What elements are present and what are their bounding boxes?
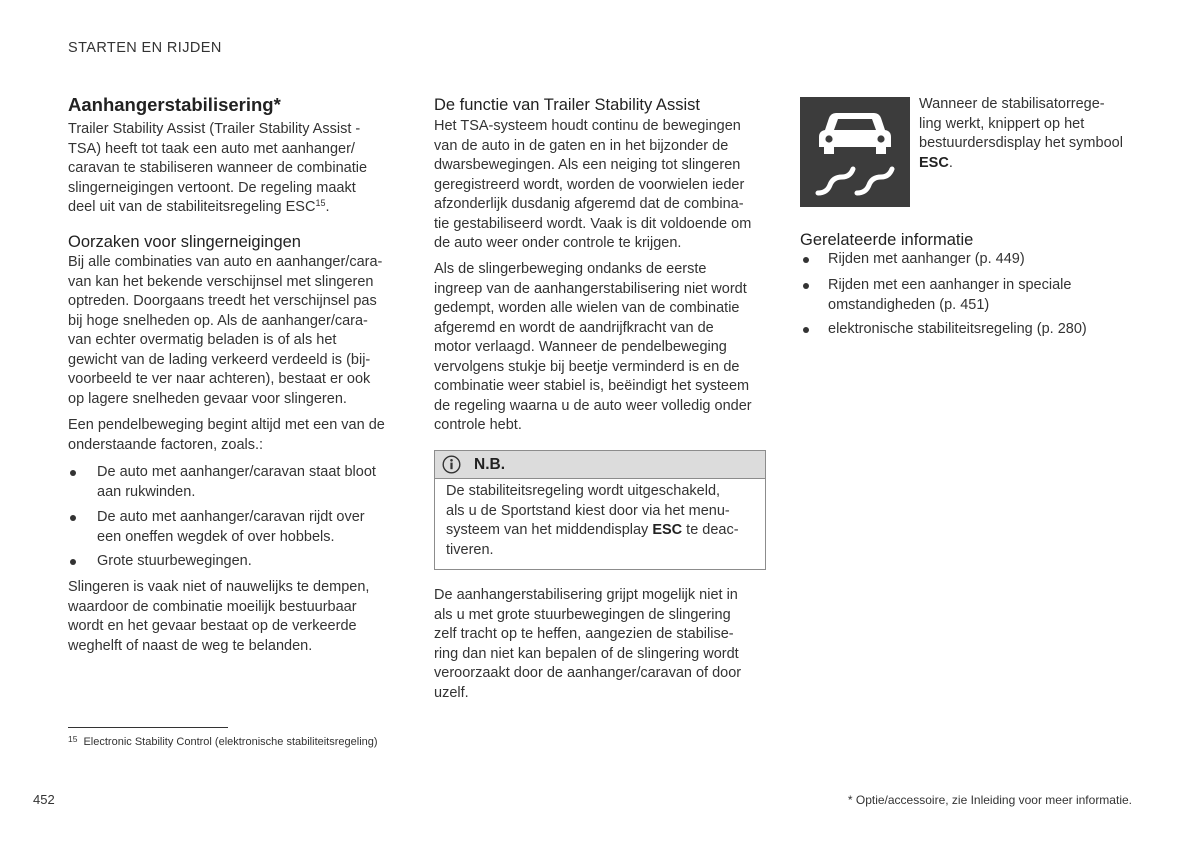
- section-title: STARTEN EN RIJDEN: [68, 40, 222, 56]
- text-line: van de auto in de gaten en in het bijzonder de: [434, 137, 729, 154]
- text-line: ling werkt, knippert op het: [919, 115, 1085, 132]
- text-line: van kan het bekende verschijnsel met slingeren: [68, 273, 374, 290]
- text-line: weghelft of naast de weg te belanden.: [68, 637, 313, 654]
- text-line: gewicht van de lading verkeerd verdeeld is (bij-: [68, 351, 371, 368]
- note-title: N.B.: [474, 456, 505, 473]
- text-line: De auto met aanhanger/caravan rijdt over: [97, 509, 365, 525]
- footnote-reference: 15: [315, 198, 326, 208]
- footnote-number: 15: [68, 734, 78, 744]
- causes-heading: Oorzaken voor slingerneigingen: [68, 233, 301, 251]
- text-line[interactable]: elektronische stabiliteitsregeling (p. 280): [828, 321, 1087, 337]
- note-box: [434, 450, 766, 570]
- text-line: [68, 198, 367, 218]
- text-line: Grote stuurbewegingen.: [97, 553, 252, 569]
- text-segment: deel uit van de stabiliteitsregeling ESC: [68, 199, 316, 215]
- list-item-text: [97, 463, 376, 502]
- text-line: Het TSA-systeem houdt continu de bewegingen: [434, 118, 741, 134]
- text-line: tiveren.: [446, 541, 494, 558]
- footnote-text: Electronic Stability Control (elektronische stabiliteitsregeling): [83, 736, 378, 748]
- text-line: dwarsbewegingen. Als een neiging tot slingeren: [434, 157, 741, 173]
- text-line: slingerneigingen vertoont. De regeling maakt: [68, 179, 356, 196]
- text-segment: systeem van het middendisplay: [446, 522, 653, 538]
- text-line: op lagere snelheden gevaar voor slingeren.: [68, 390, 347, 407]
- text-line: motor verlaagd. Wanneer de pendelbeweging: [434, 339, 727, 355]
- footnote-divider: [68, 727, 228, 728]
- text-line: uzelf.: [434, 684, 469, 701]
- consequence-paragraph: [68, 578, 369, 656]
- related-link[interactable]: [828, 276, 1071, 315]
- bullet-icon: [803, 257, 809, 263]
- function-paragraph-3: [434, 586, 741, 703]
- text-line: een oneffen wegdek of over hobbels.: [97, 528, 335, 545]
- text-line: voorbeeld te ver naar achteren), bestaat er ook: [68, 371, 371, 387]
- text-line: Een pendelbeweging begint altijd met een van de: [68, 417, 385, 433]
- text-line: als u met grote stuurbewegingen de slingering: [434, 606, 731, 623]
- text-line: veroorzaakt door de aanhanger/caravan of door: [434, 665, 742, 681]
- function-paragraph-1: [434, 117, 751, 254]
- related-link[interactable]: [828, 320, 1087, 340]
- text-line: bij hoge snelheden op. Als de aanhanger/cara-: [68, 312, 368, 329]
- text-line: ingreep van de aanhangerstabilisering niet wordt: [434, 280, 747, 297]
- text-line: Trailer Stability Assist (Trailer Stability Assist -: [68, 121, 361, 137]
- text-line: aan rukwinden.: [97, 483, 196, 500]
- text-line: TSA) heeft tot taak een auto met aanhanger/: [68, 140, 355, 157]
- text-line: Wanneer de stabilisatorrege-: [919, 96, 1105, 112]
- page-title: Aanhangerstabilisering*: [68, 94, 281, 115]
- text-line[interactable]: Rijden met aanhanger (p. 449): [828, 251, 1025, 267]
- text-line: de auto weer onder controle te krijgen.: [434, 235, 682, 251]
- note-body: [435, 479, 765, 560]
- text-line: als u de Sportstand kiest door via het menu-: [446, 502, 730, 519]
- text-line: zelf tracht op te heffen, aangezien de stabilise-: [434, 626, 734, 642]
- text-line: onderstaande factoren, zoals.:: [68, 436, 264, 453]
- footnote: [68, 732, 378, 749]
- causes-paragraph: [68, 253, 382, 409]
- function-heading: De functie van Trailer Stability Assist: [434, 96, 700, 114]
- note-header: [435, 451, 765, 479]
- text-line: controle hebt.: [434, 417, 522, 433]
- text-line: caravan te stabiliseren wanneer de combinatie: [68, 160, 368, 176]
- bullet-icon: [70, 559, 76, 565]
- text-line: ring dan niet kan bepalen of de slingering wordt: [434, 645, 739, 662]
- text-segment: .: [325, 199, 330, 215]
- text-line: vervolgens stukje bij beetje verminderd is en de: [434, 358, 740, 375]
- text-line: wordt en het gevaar bestaat op de verkeerde: [68, 618, 357, 634]
- text-line: Als de slingerbeweging ondanks de eerste: [434, 261, 707, 277]
- text-line: Bij alle combinaties van auto en aanhanger/cara-: [68, 254, 383, 270]
- footer-note: * Optie/accessoire, zie Inleiding voor meer informatie.: [847, 793, 1132, 807]
- text-segment: .: [948, 154, 953, 171]
- bold-term: ESC: [652, 522, 683, 538]
- info-icon: [442, 455, 461, 474]
- esc-stability-icon: [800, 97, 910, 207]
- text-line: Slingeren is vaak niet of nauwelijks te dempen,: [68, 579, 370, 595]
- related-info-heading: Gerelateerde informatie: [800, 231, 974, 249]
- text-line: [446, 521, 765, 541]
- text-line: de regeling waarna u de auto weer volledig onder: [434, 397, 752, 414]
- text-line: optreden. Doorgaans treedt het verschijnsel pas: [68, 293, 377, 309]
- text-line[interactable]: omstandigheden (p. 451): [828, 296, 990, 313]
- text-line: De stabiliteitsregeling wordt uitgeschakeld,: [446, 483, 721, 499]
- esc-symbol-box: [800, 97, 910, 207]
- bullet-icon: [803, 327, 809, 333]
- text-line: De aanhangerstabilisering grijpt mogelijk niet in: [434, 587, 738, 603]
- esc-symbol-caption: [919, 95, 1123, 173]
- text-line: afzonderlijk dusdanig afgeremd dat de combina-: [434, 196, 744, 212]
- text-line: gedempt, worden alle wielen van de combinatie: [434, 300, 740, 316]
- bullet-icon: [803, 283, 809, 289]
- text-line: De auto met aanhanger/caravan staat bloot: [97, 464, 376, 480]
- text-line[interactable]: Rijden met een aanhanger in speciale: [828, 277, 1072, 293]
- text-line: geregistreerd wordt, worden de voorwielen ieder: [434, 176, 745, 193]
- related-link[interactable]: [828, 250, 1025, 270]
- text-line: waardoor de combinatie moeilijk bestuurbaar: [68, 598, 357, 615]
- text-line: van echter overmatig beladen is of als het: [68, 332, 337, 348]
- text-line: tie gestabiliseerd wordt. Vaak is dit voldoende om: [434, 215, 752, 232]
- function-paragraph-2: [434, 260, 752, 436]
- text-segment: te deac-: [682, 522, 739, 538]
- bullet-icon: [70, 470, 76, 476]
- intro-paragraph: [68, 120, 367, 218]
- text-line: [919, 154, 1123, 174]
- text-line: afgeremd en wordt de aandrijfkracht van de: [434, 319, 714, 336]
- bold-term: ESC: [919, 154, 949, 171]
- list-item-text: [97, 508, 365, 547]
- factors-intro-paragraph: [68, 416, 385, 455]
- list-item-text: [97, 552, 252, 572]
- bullet-icon: [70, 515, 76, 521]
- page-number: 452: [33, 792, 55, 807]
- text-line: bestuurdersdisplay het symbool: [919, 135, 1123, 151]
- text-line: combinatie weer stabiel is, beëindigt het systeem: [434, 378, 750, 394]
